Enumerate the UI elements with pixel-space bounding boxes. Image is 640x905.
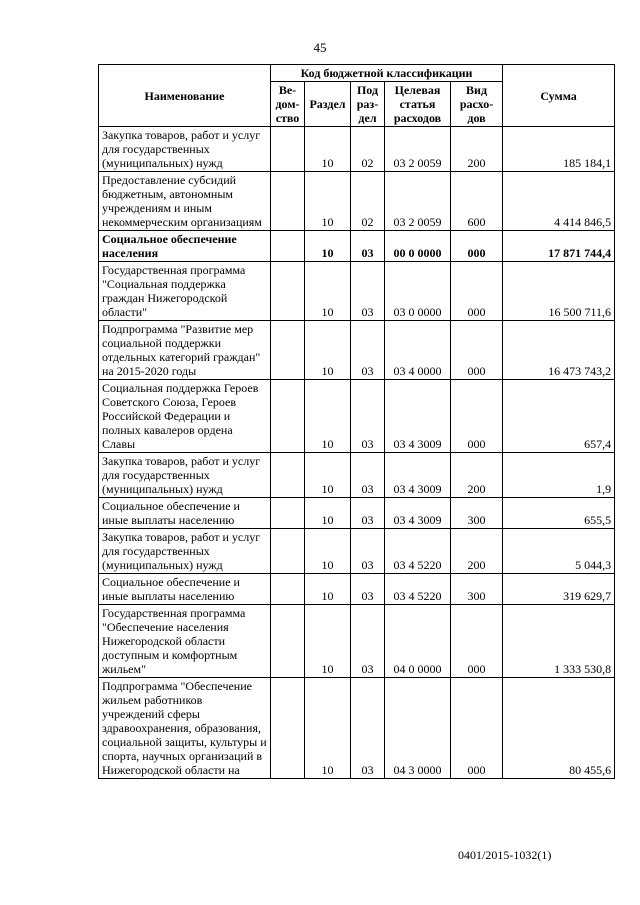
cell-name: Подпрограмма "Обеспечение жильем работников учреждений сферы здравоохранения, образования, социальной защиты, культуры и спорта, научных организаций в Нижегородской области на [99, 678, 271, 779]
cell-target: 03 2 0059 [385, 127, 451, 172]
cell-department [271, 453, 305, 498]
cell-name: Закупка товаров, работ и услуг для государственных (муниципальных) нужд [99, 529, 271, 574]
table-row [99, 321, 615, 380]
cell-section: 10 [305, 127, 351, 172]
cell-target: 03 2 0059 [385, 172, 451, 231]
cell-sum: 17 871 744,4 [503, 231, 615, 262]
cell-name: Закупка товаров, работ и услуг для государственных (муниципальных) нужд [99, 127, 271, 172]
cell-expense-type: 000 [451, 605, 503, 678]
cell-sum: 1,9 [503, 453, 615, 498]
table-row [99, 127, 615, 172]
cell-name: Предоставление субсидий бюджетным, автономным учреждениям и иным некоммерческим организациям [99, 172, 271, 231]
cell-name: Социальное обеспечение и иные выплаты населению [99, 574, 271, 605]
header-subsection: Под раз- дел [351, 82, 385, 127]
cell-subsection: 03 [351, 605, 385, 678]
cell-section: 10 [305, 678, 351, 779]
cell-sum: 655,5 [503, 498, 615, 529]
cell-sum: 657,4 [503, 380, 615, 453]
cell-department [271, 529, 305, 574]
cell-name: Социальное обеспечение и иные выплаты населению [99, 498, 271, 529]
cell-subsection: 03 [351, 574, 385, 605]
cell-section: 10 [305, 231, 351, 262]
cell-section: 10 [305, 262, 351, 321]
document-code: 0401/2015-1032(1) [458, 848, 552, 862]
cell-section: 10 [305, 380, 351, 453]
table-row [99, 574, 615, 605]
table-row [99, 453, 615, 498]
cell-expense-type: 200 [451, 529, 503, 574]
cell-subsection: 03 [351, 678, 385, 779]
cell-subsection: 03 [351, 321, 385, 380]
cell-target: 03 4 5220 [385, 529, 451, 574]
cell-name: Социальное обеспечение населения [99, 231, 271, 262]
cell-department [271, 678, 305, 779]
cell-subsection: 03 [351, 262, 385, 321]
cell-department [271, 380, 305, 453]
cell-expense-type: 000 [451, 262, 503, 321]
cell-target: 03 4 3009 [385, 453, 451, 498]
cell-department [271, 498, 305, 529]
cell-section: 10 [305, 605, 351, 678]
cell-department [271, 321, 305, 380]
cell-subsection: 03 [351, 453, 385, 498]
header-sum: Сумма [503, 65, 615, 127]
cell-subsection: 03 [351, 380, 385, 453]
table-row [99, 262, 615, 321]
cell-section: 10 [305, 529, 351, 574]
header-section: Раздел [305, 82, 351, 127]
table-row [99, 380, 615, 453]
cell-target: 03 4 3009 [385, 498, 451, 529]
cell-sum: 16 473 743,2 [503, 321, 615, 380]
header-name: Наименование [99, 65, 271, 127]
cell-department [271, 574, 305, 605]
cell-sum: 80 455,6 [503, 678, 615, 779]
cell-department [271, 127, 305, 172]
cell-subsection: 03 [351, 231, 385, 262]
table-row [99, 678, 615, 779]
cell-expense-type: 200 [451, 127, 503, 172]
cell-subsection: 03 [351, 498, 385, 529]
table-row [99, 231, 615, 262]
header-code-group: Код бюджетной классификации [271, 65, 503, 82]
table-row [99, 529, 615, 574]
cell-target: 03 4 3009 [385, 380, 451, 453]
cell-name: Подпрограмма "Развитие мер социальной поддержки отдельных категорий граждан" на 2015-2020 годы [99, 321, 271, 380]
cell-name: Государственная программа "Социальная поддержка граждан Нижегородской области" [99, 262, 271, 321]
cell-department [271, 605, 305, 678]
cell-expense-type: 000 [451, 231, 503, 262]
cell-subsection: 03 [351, 529, 385, 574]
cell-expense-type: 300 [451, 498, 503, 529]
cell-expense-type: 000 [451, 380, 503, 453]
cell-target: 03 4 5220 [385, 574, 451, 605]
cell-target: 04 3 0000 [385, 678, 451, 779]
cell-expense-type: 200 [451, 453, 503, 498]
cell-sum: 16 500 711,6 [503, 262, 615, 321]
cell-department [271, 172, 305, 231]
cell-subsection: 02 [351, 172, 385, 231]
cell-target: 04 0 0000 [385, 605, 451, 678]
cell-sum: 319 629,7 [503, 574, 615, 605]
cell-sum: 1 333 530,8 [503, 605, 615, 678]
budget-table [98, 64, 615, 779]
cell-sum: 4 414 846,5 [503, 172, 615, 231]
cell-section: 10 [305, 321, 351, 380]
cell-sum: 5 044,3 [503, 529, 615, 574]
header-department: Ве- дом- ство [271, 82, 305, 127]
page-number: 45 [313, 40, 327, 55]
table-body [99, 127, 615, 779]
table-row [99, 498, 615, 529]
cell-name: Государственная программа "Обеспечение населения Нижегородской области доступным и комфортным жильем" [99, 605, 271, 678]
table-row [99, 605, 615, 678]
cell-department [271, 231, 305, 262]
cell-expense-type: 300 [451, 574, 503, 605]
header-expense-type: Вид расхо- дов [451, 82, 503, 127]
cell-expense-type: 000 [451, 678, 503, 779]
cell-name: Социальная поддержка Героев Советского Союза, Героев Российской Федерации и полных кавалеров ордена Славы [99, 380, 271, 453]
cell-target: 03 4 0000 [385, 321, 451, 380]
table-row [99, 172, 615, 231]
cell-expense-type: 000 [451, 321, 503, 380]
cell-section: 10 [305, 453, 351, 498]
cell-subsection: 02 [351, 127, 385, 172]
cell-target: 03 0 0000 [385, 262, 451, 321]
cell-section: 10 [305, 574, 351, 605]
cell-section: 10 [305, 498, 351, 529]
cell-sum: 185 184,1 [503, 127, 615, 172]
header-target: Целевая статья расходов [385, 82, 451, 127]
cell-target: 00 0 0000 [385, 231, 451, 262]
cell-section: 10 [305, 172, 351, 231]
cell-department [271, 262, 305, 321]
cell-name: Закупка товаров, работ и услуг для государственных (муниципальных) нужд [99, 453, 271, 498]
cell-expense-type: 600 [451, 172, 503, 231]
